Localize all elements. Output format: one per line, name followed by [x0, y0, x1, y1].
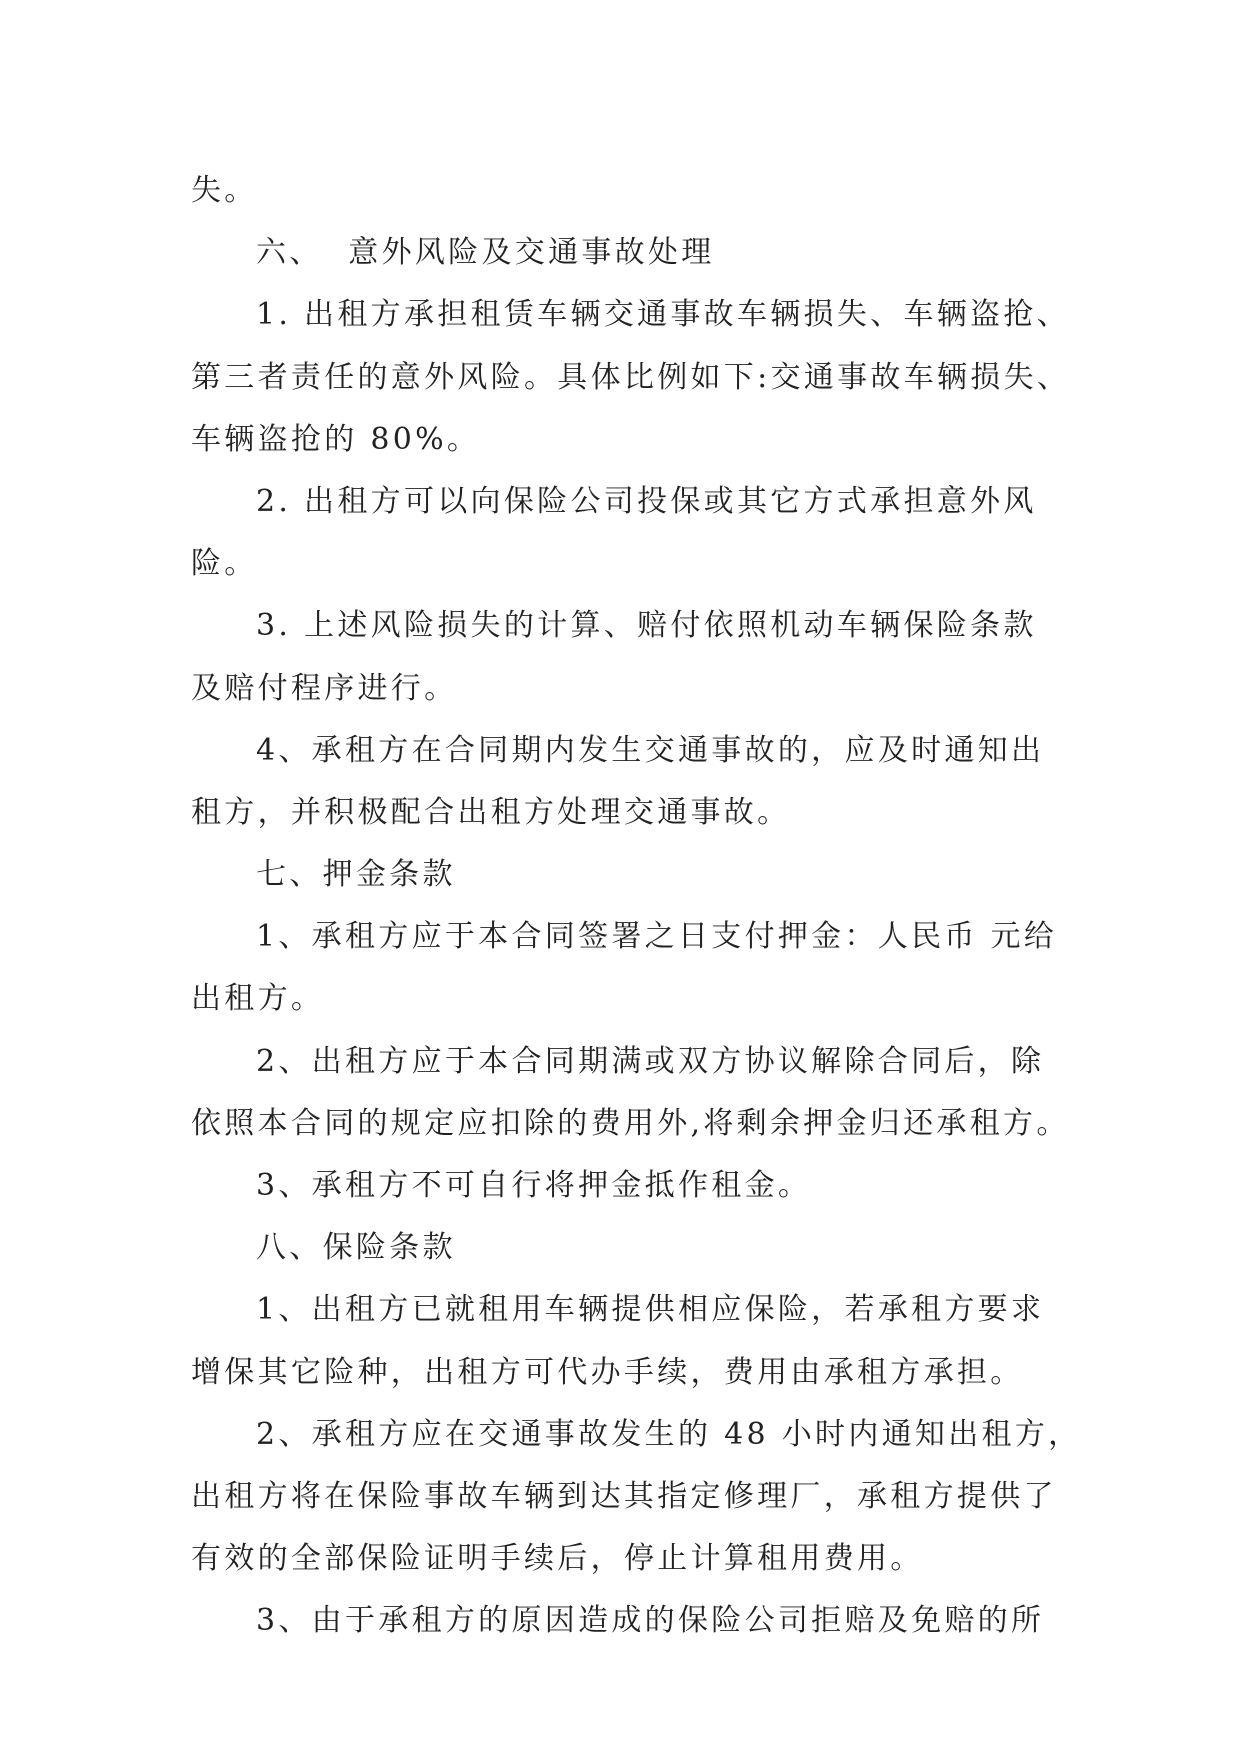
text-line: 第三者责任的意外风险。具体比例如下:交通事故车辆损失、: [191, 359, 1071, 395]
contract-text: [191, 160, 1082, 1653]
text-line: 七、押金条款: [256, 857, 456, 893]
text-line: 依照本合同的规定应扣除的费用外,将剩余押金归还承租方。: [191, 1105, 1070, 1141]
text-line: 八、保险条款: [256, 1230, 456, 1266]
text-line: 2、承租方应在交通事故发生的 48 小时内通知出租方，: [256, 1416, 1082, 1452]
text-line: 1、出租方已就租用车辆提供相应保险，若承租方要求: [256, 1292, 1045, 1328]
text-line: 2、出租方应于本合同期满或双方协议解除合同后，除: [256, 1043, 1045, 1079]
text-line: 4、承租方在合同期内发生交通事故的，应及时通知出: [256, 732, 1045, 768]
text-line: 车辆盗抢的 80%。: [191, 421, 481, 457]
text-line: 出租方。: [191, 981, 325, 1017]
text-line: 出租方将在保险事故车辆到达其指定修理厂，承租方提供了: [191, 1478, 1057, 1514]
text-line: 有效的全部保险证明手续后，停止计算租用费用。: [191, 1541, 924, 1577]
text-line: 增保其它险种，出租方可代办手续，费用由承租方承担。: [191, 1354, 1024, 1390]
text-line: 六、 意外风险及交通事故处理: [256, 235, 715, 271]
text-line: 2. 出租方可以向保险公司投保或其它方式承担意外风: [256, 483, 1037, 519]
text-line: 1. 出租方承担租赁车辆交通事故车辆损失、车辆盗抢、: [256, 297, 1070, 333]
text-line: 失。: [191, 173, 258, 208]
text-line: 1、承租方应于本合同签署之日支付押金：人民币 元给: [256, 919, 1058, 955]
text-line: 租方，并积极配合出租方处理交通事故。: [191, 794, 791, 830]
text-line: 及赔付程序进行。: [191, 670, 458, 706]
text-line: 3. 上述风险损失的计算、赔付依照机动车辆保险条款: [256, 608, 1037, 644]
text-line: 险。: [191, 546, 258, 582]
text-line: 3、承租方不可自行将押金抵作租金。: [256, 1168, 812, 1203]
text-line: 3、由于承租方的原因造成的保险公司拒赔及免赔的所: [256, 1603, 1045, 1639]
